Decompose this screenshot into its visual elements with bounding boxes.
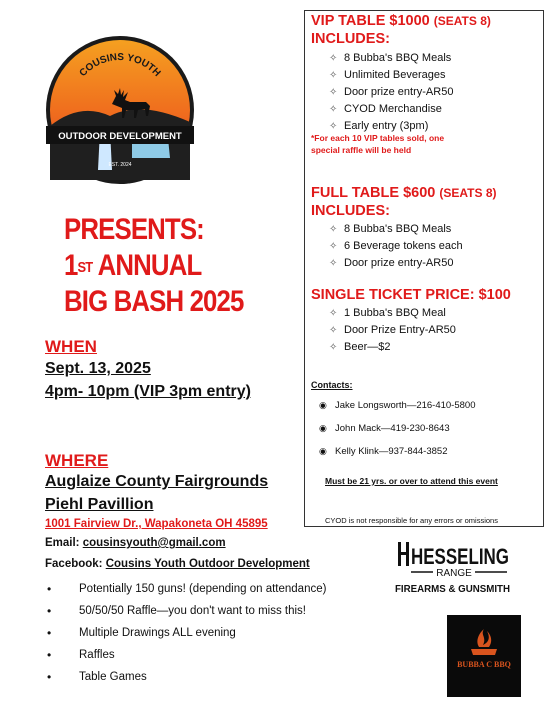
annual-suffix: ST bbox=[77, 259, 93, 276]
list-item bbox=[311, 394, 475, 417]
list-item: • 50/50/50 Raffle—you don't want to miss this! bbox=[45, 600, 326, 622]
list-item bbox=[311, 322, 456, 339]
ring-bullet-icon: ◉ bbox=[319, 423, 327, 433]
vip-note bbox=[311, 132, 444, 156]
hesseling-graphic bbox=[395, 542, 515, 602]
diamond-bullet-icon: ✧ bbox=[329, 53, 338, 64]
flame-icon bbox=[477, 629, 491, 647]
hesseling-sub: FIREARMS & GUNSMITH bbox=[395, 583, 510, 595]
hesseling-range: RANGE bbox=[436, 568, 472, 579]
contact-text: John Mack—419-230-8643 bbox=[335, 423, 450, 434]
hesseling-name: HESSELING bbox=[411, 544, 509, 569]
vip-item-text: Door prize entry-AR50 bbox=[344, 86, 454, 98]
list-item bbox=[311, 101, 453, 118]
full-title bbox=[311, 185, 497, 202]
diamond-bullet-icon: ✧ bbox=[329, 70, 338, 81]
list-item bbox=[311, 417, 475, 440]
diamond-bullet-icon: ✧ bbox=[329, 224, 338, 235]
bubba-graphic bbox=[447, 615, 521, 697]
diamond-bullet-icon: ✧ bbox=[329, 104, 338, 115]
vip-price: VIP TABLE $1000 bbox=[311, 13, 430, 29]
vip-title bbox=[311, 13, 491, 30]
list-item bbox=[311, 67, 453, 84]
diamond-bullet-icon: ✧ bbox=[329, 325, 338, 336]
email-line bbox=[45, 537, 226, 549]
bubba-bbq-logo bbox=[447, 615, 521, 697]
full-seats: (SEATS 8) bbox=[439, 186, 497, 200]
diamond-bullet-icon: ✧ bbox=[329, 308, 338, 319]
single-title: SINGLE TICKET PRICE: $100 bbox=[311, 287, 511, 303]
annual-text bbox=[64, 248, 244, 284]
venue-address: 1001 Fairview Dr., Wapakoneta OH 45895 bbox=[45, 518, 268, 530]
full-item-text: 6 Beverage tokens each bbox=[344, 240, 463, 252]
hesseling-logo bbox=[395, 542, 515, 602]
ring-bullet-icon: ◉ bbox=[319, 400, 327, 410]
list-item bbox=[311, 339, 456, 356]
annual-number: 1 bbox=[64, 249, 78, 282]
list-item bbox=[311, 50, 453, 67]
where-heading: WHERE bbox=[45, 451, 109, 470]
when-heading: WHEN bbox=[45, 337, 97, 356]
logo-band-text: OUTDOOR DEVELOPMENT bbox=[58, 131, 182, 142]
list-item bbox=[311, 255, 463, 272]
full-price: FULL TABLE $600 bbox=[311, 185, 436, 201]
cousins-youth-logo bbox=[40, 30, 200, 190]
event-date: Sept. 13, 2025 bbox=[45, 360, 151, 377]
bubba-name: BUBBA C BBQ bbox=[457, 660, 511, 669]
vip-item-text: CYOD Merchandise bbox=[344, 103, 442, 115]
vip-item-text: Early entry (3pm) bbox=[344, 120, 429, 132]
list-item: • Raffles bbox=[45, 644, 326, 666]
contacts-list bbox=[311, 394, 475, 463]
full-includes: INCLUDES: bbox=[311, 203, 390, 219]
logo-est-text: EST. 2024 bbox=[108, 162, 132, 168]
grill-icon bbox=[471, 649, 497, 655]
presents-text: PRESENTS: bbox=[64, 213, 204, 246]
list-item: • Potentially 150 guns! (depending on attendance) bbox=[45, 578, 326, 600]
vip-item-text: 8 Bubba's BBQ Meals bbox=[344, 52, 452, 64]
contacts-heading: Contacts: bbox=[311, 380, 353, 390]
email-link[interactable]: cousinsyouth@gmail.com bbox=[82, 537, 226, 549]
full-item-text: 8 Bubba's BBQ Meals bbox=[344, 223, 452, 235]
event-title: BIG BASH 2025 bbox=[64, 285, 244, 318]
vip-item-text: Unlimited Beverages bbox=[344, 69, 446, 81]
list-item bbox=[311, 238, 463, 255]
list-item bbox=[311, 221, 463, 238]
age-notice: Must be 21 yrs. or over to attend this event bbox=[325, 476, 498, 486]
annual-word: ANNUAL bbox=[92, 249, 202, 282]
email-label: Email: bbox=[45, 537, 83, 549]
diamond-bullet-icon: ✧ bbox=[329, 87, 338, 98]
highlights-list bbox=[45, 578, 326, 688]
diamond-bullet-icon: ✧ bbox=[329, 342, 338, 353]
list-item: • Table Games bbox=[45, 666, 326, 688]
logo-graphic bbox=[40, 30, 200, 190]
logo-arc-text: COUSINS YOUTH bbox=[77, 51, 163, 80]
diamond-bullet-icon: ✧ bbox=[329, 241, 338, 252]
single-item-text: Door Prize Entry-AR50 bbox=[344, 324, 456, 336]
contact-text: Jake Longsworth—216-410-5800 bbox=[335, 400, 476, 411]
single-item-text: Beer—$2 bbox=[344, 341, 391, 353]
list-item: • Multiple Drawings ALL evening bbox=[45, 622, 326, 644]
full-item-text: Door prize entry-AR50 bbox=[344, 257, 454, 269]
disclaimer: CYOD is not responsible for any errors or omissions bbox=[325, 516, 498, 525]
diamond-bullet-icon: ✧ bbox=[329, 258, 338, 269]
full-items bbox=[311, 221, 463, 272]
venue-line1: Auglaize County Fairgrounds bbox=[45, 473, 269, 490]
single-items bbox=[311, 305, 456, 356]
headline bbox=[64, 212, 244, 320]
vip-note-line1: *For each 10 VIP tables sold, one bbox=[311, 133, 445, 143]
contact-text: Kelly Klink—937-844-3852 bbox=[335, 446, 448, 457]
single-item-text: 1 Bubba's BBQ Meal bbox=[344, 307, 446, 319]
facebook-link[interactable]: Cousins Youth Outdoor Development bbox=[105, 558, 310, 570]
event-time: 4pm- 10pm (VIP 3pm entry) bbox=[45, 383, 251, 400]
diamond-bullet-icon: ✧ bbox=[329, 121, 338, 132]
list-item bbox=[311, 305, 456, 322]
ring-bullet-icon: ◉ bbox=[319, 446, 327, 456]
vip-note-line2: special raffle will be held bbox=[311, 145, 412, 155]
list-item bbox=[311, 84, 453, 101]
facebook-label: Facebook: bbox=[45, 558, 106, 570]
list-item bbox=[311, 440, 475, 463]
vip-items bbox=[311, 50, 453, 135]
vip-includes: INCLUDES: bbox=[311, 31, 390, 47]
vip-seats: (SEATS 8) bbox=[433, 14, 491, 28]
facebook-line bbox=[45, 558, 310, 570]
venue-line2: Piehl Pavillion bbox=[45, 496, 154, 513]
